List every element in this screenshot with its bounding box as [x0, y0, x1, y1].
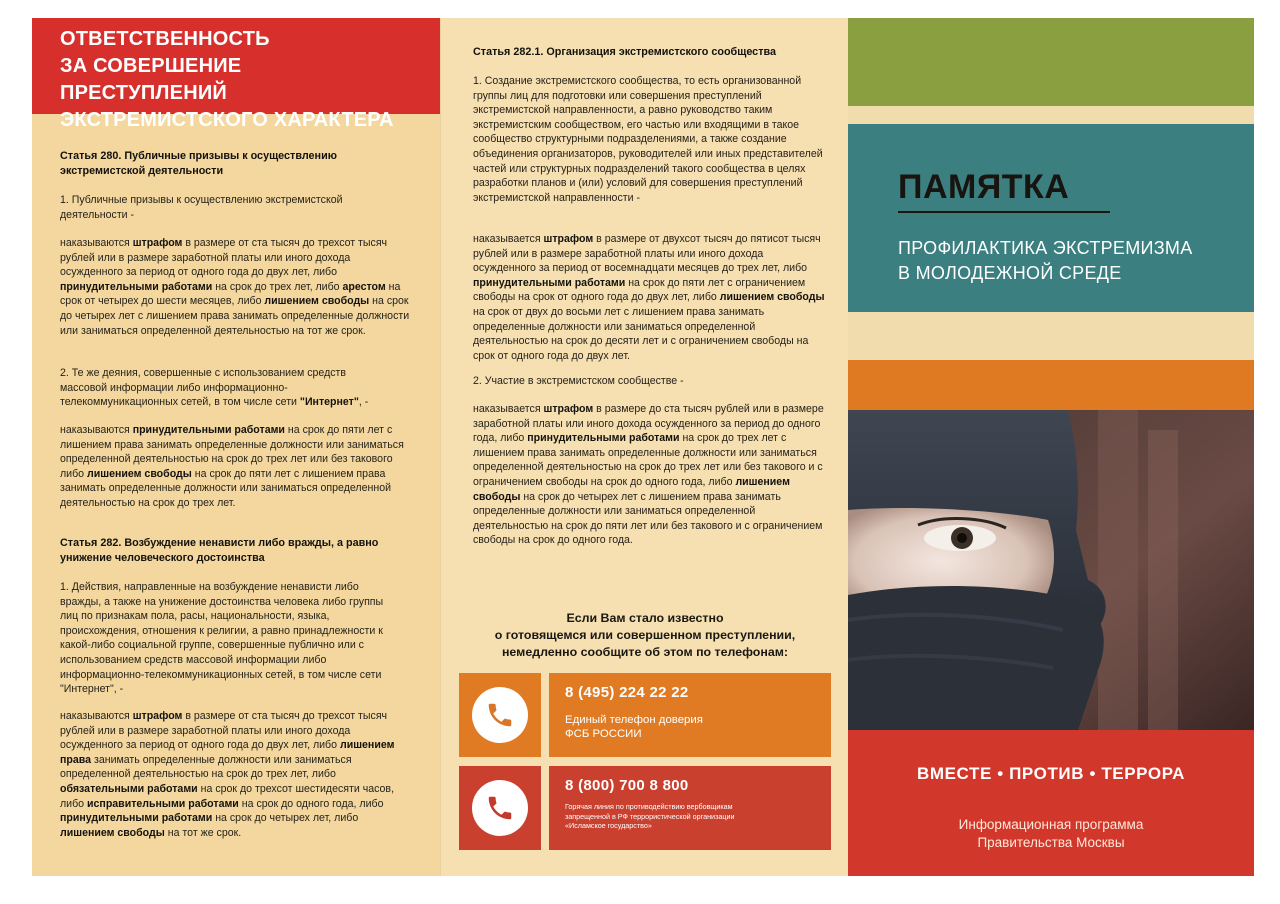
emphasis: лишением свободы [473, 475, 790, 503]
phone-desc-line: запрещенной в РФ террористической организации [565, 811, 735, 821]
emphasis: лишением свободы [60, 826, 165, 839]
header-line: ЭКСТРЕМИСТСКОГО ХАРАКТЕРА [60, 109, 394, 131]
emphasis: лишением свободы [87, 467, 192, 480]
article-2821-part1-penalty: наказывается штрафом в размере от двухсот тысяч до пятисот тысяч рублей или в размере заработной платы или иного дохода осужденного за период от восемнадцати месяцев до трех лет, либо принудительными работами на срок до пяти лет с ограничением свободы на срок от одного года до двух лет, либо лишением свободы на срок от двух до восьми лет с лишением права занимать определенные должности или заниматься определенной деятельностью на срок до десяти лет и с ограничением свободы на срок от одного года до двух лет. [473, 233, 825, 362]
emphasis: штрафом [132, 710, 183, 722]
article-2821-part1: 1. Создание экстремистского сообщества, то есть организованной группы лиц для подготовки или совершения преступлений экстремистской направленности, а равно руководство таким экстремистским сообществом, его частью или входящими в такое сообщество структурными подразделениями, а также создание объединения организаторов, руководителей или иных представителей частей или структурных подразделений такого сообщества в целях разработки планов и (или) условий для совершения преступлений экстремистской направленности - [473, 75, 823, 204]
phone-icon-box [459, 673, 541, 757]
emphasis: штрафом [543, 403, 594, 415]
phone-number[interactable]: 8 (800) 700 8 800 [565, 777, 689, 794]
notice-line: о готовящемся или совершенном преступлении, [494, 628, 796, 642]
article-282-part1: 1. Действия, направленные на возбуждение ненависти либо вражды, а также на унижение достоинства человека либо группы лиц по признакам пола, расы, национальности, языка, происхождения, отношения к религии, а равно принадлежности к какой-либо социальной группе, совершенные публично или с использованием средств массовой информации либо информационно-телекоммуникационных сетей, в том числе сети "Интернет", - [60, 581, 384, 696]
emphasis: арестом [342, 280, 386, 293]
green-band [848, 18, 1254, 106]
emphasis: обязательными работами [60, 782, 198, 795]
emphasis: лишением права [60, 739, 395, 766]
masked-person-photo [848, 410, 1254, 730]
article-2821-title: Статья 282.1. Организация экстремистского сообщества [473, 46, 776, 58]
program-line: Информационная программа [958, 817, 1144, 832]
emphasis: штрафом [543, 233, 594, 245]
phone-row-hotline [459, 766, 831, 850]
header-line: ЗА СОВЕРШЕНИЕ ПРЕСТУПЛЕНИЙ [60, 55, 242, 104]
phone-icon [472, 780, 528, 836]
right-panel [848, 18, 1254, 876]
article-282-title: Статья 282. Возбуждение ненависти либо вражды, а равно унижение человеческого достоинства [60, 537, 379, 564]
phone-desc-line: Горячая линия по противодействию вербовщикам [565, 802, 733, 811]
phone-number[interactable]: 8 (495) 224 22 22 [565, 684, 689, 701]
subtitle-line: В МОЛОДЕЖНОЙ СРЕДЕ [898, 263, 1122, 283]
phone-description [565, 802, 815, 831]
article-280-part2-penalty: наказываются принудительными работами на срок до пяти лет с лишением права занимать определенные должности или заниматься определенной деятельностью на срок до трех лет или без такового либо лишением свободы на срок до пяти лет с лишением права занимать определенные должности или заниматься определенной деятельностью на срок до трех лет. [60, 424, 404, 509]
emphasis: штрафом [132, 237, 183, 249]
notice-line: Если Вам стало известно [566, 611, 724, 625]
emphasis: принудительными работами [473, 276, 626, 289]
cream-band [848, 106, 1254, 124]
red-band [848, 730, 1254, 876]
title-underline [898, 211, 1110, 213]
emphasis: лишением свободы [264, 295, 370, 308]
phone-info-hotline [549, 766, 831, 850]
responsibility-header [32, 18, 440, 131]
phone-desc-line: ФСБ РОССИИ [565, 728, 642, 740]
program-caption [848, 816, 1254, 852]
article-280-part1-penalty: наказываются штрафом в размере от ста тысяч до трехсот тысяч рублей или в размере заработной платы или иного дохода осужденного за период от одного года до двух лет, либо принудительными работами на срок до трех лет, либо арестом на срок от четырех до шести месяцев, либо лишением свободы на срок до четырех лет с лишением права занимать определенные должности или заниматься определенной деятельностью на тот же срок. [60, 237, 410, 337]
report-notice [441, 610, 848, 661]
notice-line: немедленно сообщите об этом по телефонам: [501, 645, 789, 659]
article-280-part1: 1. Публичные призывы к осуществлению экстремистской деятельности - [60, 194, 343, 221]
emphasis: принудительными работами [60, 280, 213, 293]
emphasis: принудительными работами [132, 424, 285, 436]
phone-icon [472, 687, 528, 743]
orange-band [848, 360, 1254, 410]
phone-desc-line: Единый телефон доверия [565, 714, 703, 726]
emphasis: "Интернет" [299, 396, 359, 409]
phone-info-fsb [549, 673, 831, 757]
header-line: ОТВЕТСТВЕННОСТЬ [60, 28, 270, 50]
emphasis: лишением свободы [719, 291, 825, 304]
middle-panel [440, 18, 848, 876]
article-280-part2: 2. Те же деяния, совершенные с использованием средств массовой информации либо информационно-телекоммуникационных сетей, в том числе сети "Интернет", - [60, 367, 369, 409]
article-2821-part2: 2. Участие в экстремистском сообществе - [473, 375, 684, 387]
left-panel [32, 18, 440, 876]
leaflet-subtitle [898, 236, 1193, 286]
emphasis: принудительными работами [60, 812, 213, 825]
slogan: ВМЕСТЕ • ПРОТИВ • ТЕРРОРА [916, 764, 1186, 783]
article-282-part1-penalty: наказываются штрафом в размере от ста тысяч до трехсот тысяч рублей или в размере заработной платы или иного дохода осужденного за период от одного года до двух лет, либо лишением права занимать определенные должности или заниматься определенной деятельностью на срок до трех лет, либо обязательными работами на срок до трехсот шестидесяти часов, либо исправительными работами на срок до одного года, либо принудительными работами на срок до четырех лет, либо лишением свободы на тот же срок. [60, 710, 395, 839]
phone-row-fsb [459, 673, 831, 757]
leaflet [32, 18, 1254, 876]
phone-icon-box [459, 766, 541, 850]
subtitle-line: ПРОФИЛАКТИКА ЭКСТРЕМИЗМА [898, 238, 1193, 258]
emphasis: принудительными работами [527, 432, 680, 445]
phone-description [565, 713, 815, 741]
program-line: Правительства Москвы [977, 835, 1125, 850]
leaflet-title: ПАМЯТКА [898, 168, 1070, 206]
emphasis: исправительными работами [87, 797, 239, 810]
article-2821-part2-penalty: наказывается штрафом в размере до ста тысяч рублей или в размере заработной платы или иного дохода осужденного за период до одного года, либо принудительными работами на срок до трех лет с лишением права занимать определенные должности или заниматься определенной деятельностью на срок до трех лет или без такового и с ограничением свободы на срок до одного года, либо лишением свободы на срок до четырех лет с лишением права занимать определенные должности или заниматься определенной деятельностью на срок до пяти лет или без такового и с ограничением свободы на срок до одного года. [473, 403, 824, 547]
article-280-title: Статья 280. Публичные призывы к осуществлению экстремистской деятельности [60, 150, 337, 177]
phone-desc-line: «Исламское государство» [565, 821, 652, 830]
cream-band [848, 312, 1254, 360]
